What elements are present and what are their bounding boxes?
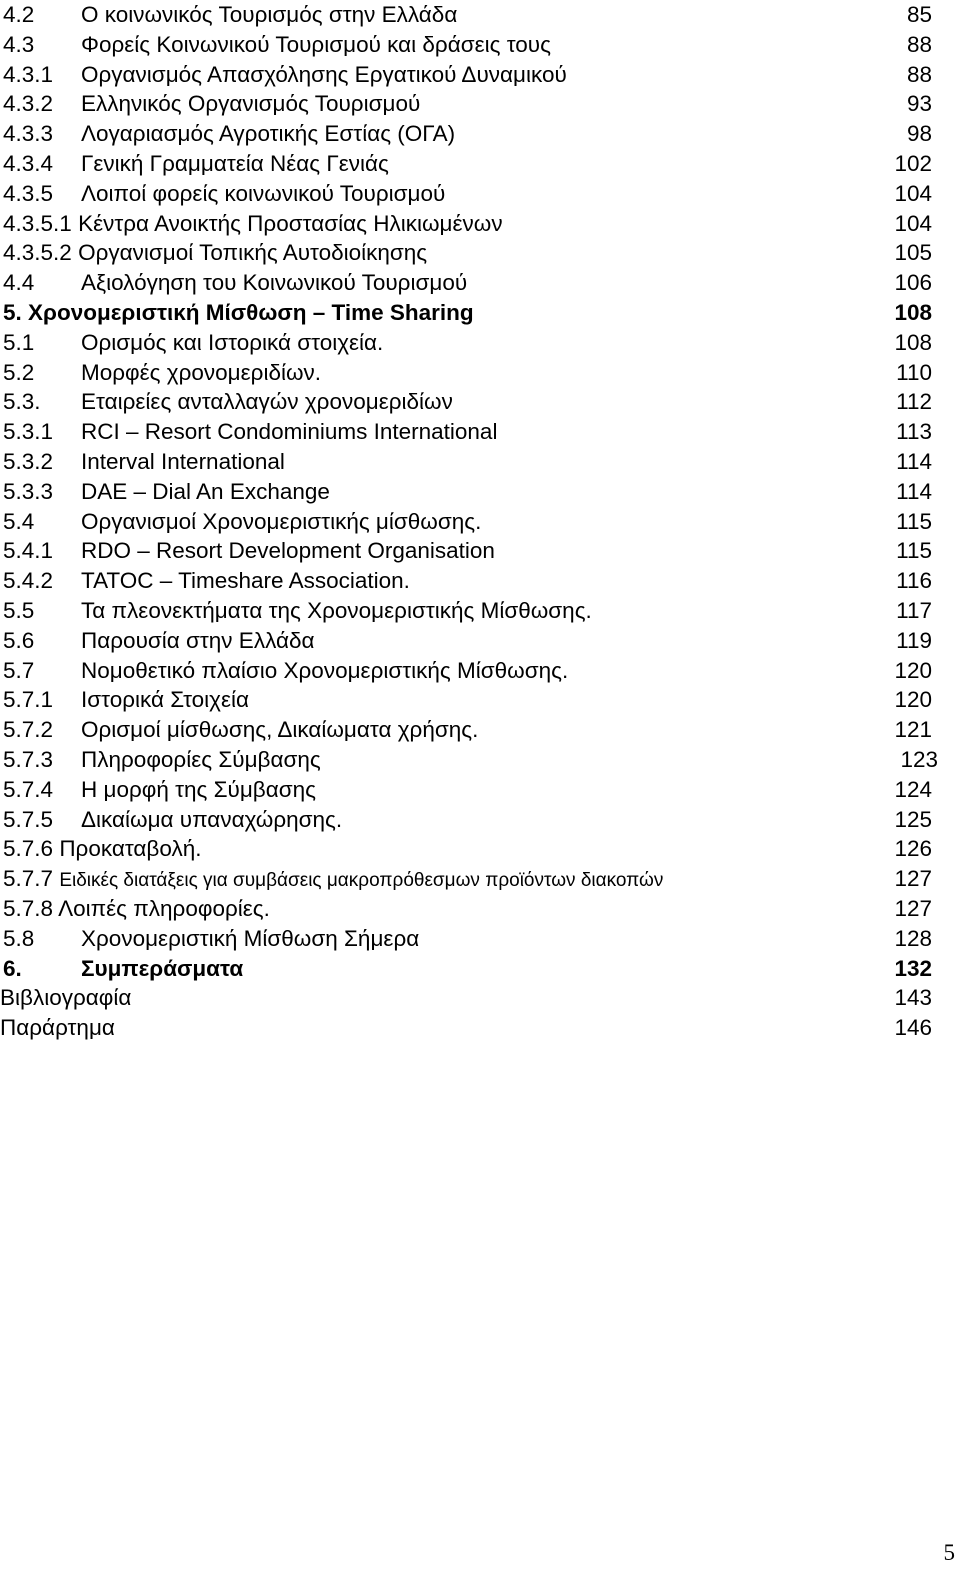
toc-entry-page: 98 [906, 121, 932, 147]
toc-entry-number: 5.4 [3, 508, 35, 534]
toc-entry-number: 4.3.3 [3, 121, 54, 147]
toc-entry [0, 626, 960, 656]
toc-entry-title: Λοιποί φορείς κοινωνικού Τουρισμού [81, 180, 446, 206]
toc-entry-page: 119 [896, 627, 932, 653]
toc-entry-title: Κέντρα Ανοικτής Προστασίας Ηλικιωμένων [78, 210, 503, 236]
toc-entry-page: 113 [896, 419, 932, 445]
page-number: 5 [943, 1540, 955, 1565]
toc-entry-page: 115 [896, 508, 932, 534]
toc-entry-title: Συμπεράσματα [81, 955, 244, 981]
toc-entry [0, 715, 960, 745]
toc-entry [0, 209, 960, 239]
toc-entry-page: 88 [906, 31, 932, 57]
toc-entry [0, 745, 960, 775]
toc-entry [0, 924, 960, 954]
toc-entry-number: 4.3.1 [3, 61, 54, 87]
toc-entry-title: Οργανισμοί Χρονομεριστικής μίσθωσης. [81, 508, 482, 534]
toc-entry-page: 115 [896, 538, 932, 564]
toc-entry-title: Ορισμοί μίσθωσης, Δικαίωματα χρήσης. [81, 717, 479, 743]
toc-entry-number: 5.7.2 [3, 717, 54, 743]
toc-entry [0, 834, 960, 864]
toc-entry-title: Ο κοινωνικός Τουρισμός στην Ελλάδα [81, 2, 458, 27]
toc-entry-number: 5.8 [3, 925, 35, 951]
toc-entry-number: 5. [3, 299, 22, 325]
toc-entry-page: 88 [906, 61, 932, 87]
toc-entry-title: Εταιρείες ανταλλαγών χρονομεριδίων [81, 389, 453, 415]
toc-entry-page: 106 [894, 270, 932, 296]
toc-chapter-entry [0, 954, 960, 984]
toc-entry-title: Ιστορικά Στοιχεία [81, 687, 250, 713]
toc-entry-number: 5.7.8 [3, 895, 54, 921]
toc-entry-page: 132 [894, 955, 932, 981]
toc-entry [0, 566, 960, 596]
toc-entry-title: Παράρτημα [0, 1015, 115, 1041]
toc-entry-title: Δικαίωμα υπαναχώρησης. [81, 806, 343, 832]
toc-entry-page: 124 [894, 776, 932, 802]
toc-entry-page: 120 [894, 657, 932, 683]
toc-entry-page: 143 [894, 985, 932, 1011]
toc-entry-title: Τα πλεονεκτήματα της Χρονομεριστικής Μίσθωσης. [81, 597, 592, 623]
toc-entry-number: 5.7.4 [3, 776, 54, 802]
toc-entry-title: Νομοθετικό πλαίσιο Χρονομεριστικής Μίσθωσης. [81, 657, 569, 683]
toc-entry-page: 114 [896, 448, 932, 474]
toc-entry-page: 121 [894, 717, 932, 743]
toc-chapter-entry [0, 298, 960, 328]
toc-entry [0, 119, 960, 149]
toc-entry [0, 358, 960, 388]
toc-entry-title: Οργανισμοί Τοπικής Αυτοδιοίκησης [78, 240, 428, 266]
toc-entry-title: Χρονομεριστική Μίσθωση Σήμερα [81, 925, 420, 951]
toc-entry-title: Χρονομεριστική Μίσθωση – Time Sharing [28, 299, 474, 325]
toc-entry-title: Βιβλιογραφία [0, 985, 132, 1011]
toc-entry-title: Προκαταβολή. [59, 836, 202, 862]
toc-entry-number: 4.3 [3, 31, 35, 57]
toc-entry [0, 536, 960, 566]
toc-entry-title: Η μορφή της Σύμβασης [81, 776, 316, 802]
toc-entry-title: Ορισμός και Ιστορικά στοιχεία. [81, 329, 384, 355]
toc-entry [0, 89, 960, 119]
toc-entry-number: 5.5 [3, 597, 35, 623]
toc-entry-number: 5.3. [3, 389, 41, 415]
toc-entry-number: 6. [3, 955, 22, 981]
toc-entry-number: 5.4.2 [3, 568, 54, 594]
toc-entry-title: Αξιολόγηση του Κοινωνικού Τουρισμού [81, 270, 468, 296]
toc-entry-page: 127 [894, 895, 932, 921]
toc-entry [0, 596, 960, 626]
toc-entry-page: 112 [896, 389, 932, 415]
toc-entry-number: 4.3.5.1 [3, 210, 72, 236]
toc-entry-title: Οργανισμός Απασχόλησης Εργατικού Δυναμικού [81, 61, 567, 87]
toc-entry [0, 0, 960, 30]
toc-entry-page: 117 [896, 597, 932, 623]
toc-entry-title: Interval International [81, 448, 285, 474]
toc-entry-page: 102 [894, 150, 932, 176]
toc-entry [0, 179, 960, 209]
toc-entry [0, 775, 960, 805]
toc-entry-number: 5.2 [3, 359, 35, 385]
toc-entry [0, 328, 960, 358]
toc-entry-title: Λογαριασμός Αγροτικής Εστίας (ΟΓΑ) [81, 121, 456, 147]
toc-entry-page: 105 [894, 240, 932, 266]
toc-entry-number: 5.7.7 [3, 866, 54, 892]
toc-entry [0, 805, 960, 835]
toc-entry-number: 5.7.6 [3, 836, 54, 862]
toc-entry-page: 126 [894, 836, 932, 862]
toc-entry-page: 116 [896, 568, 932, 594]
toc-entry-title: Παρουσία στην Ελλάδα [81, 627, 315, 653]
toc-entry-number: 5.7.1 [3, 687, 54, 713]
toc-entry-page: 85 [906, 2, 932, 27]
toc-entry [0, 983, 960, 1013]
toc-entry [0, 30, 960, 60]
toc-entry-number: 5.3.1 [3, 419, 54, 445]
toc-entry-page: 127 [894, 866, 932, 892]
toc-entry-page: 128 [894, 925, 932, 951]
toc-entry [0, 864, 960, 894]
toc-entry-page: 146 [894, 1015, 932, 1041]
toc-entry [0, 149, 960, 179]
toc-entry-page: 125 [894, 806, 932, 832]
toc-entry-number: 5.7.5 [3, 806, 54, 832]
toc-entry [0, 685, 960, 715]
toc-entry-page: 104 [894, 210, 932, 236]
toc-entry-page: 93 [906, 91, 932, 117]
toc-entry-number: 5.3.3 [3, 478, 54, 504]
toc-entry-number: 5.3.2 [3, 448, 54, 474]
toc-entry-number: 4.4 [3, 270, 35, 296]
toc-entry-number: 4.3.5 [3, 180, 54, 206]
toc-entry-title: Πληροφορίες Σύμβασης [81, 746, 321, 772]
toc-entry-title: Ελληνικός Οργανισμός Τουρισμού [81, 91, 421, 117]
toc-entry [0, 507, 960, 537]
toc-entry [0, 387, 960, 417]
toc-entry [0, 268, 960, 298]
toc-entry-page: 123 [900, 746, 938, 772]
toc-entry-page: 120 [894, 687, 932, 713]
toc-entry-title: Μορφές χρονομεριδίων. [81, 359, 322, 385]
toc-entry-page: 114 [896, 478, 932, 504]
toc-entry-number: 4.3.4 [3, 150, 54, 176]
toc-entry-title: DAE – Dial An Exchange [81, 478, 330, 504]
toc-entry-title: Λοιπές πληροφορίες. [58, 895, 270, 921]
toc-entry-title: RDO – Resort Development Organisation [81, 538, 495, 564]
toc-entry [0, 60, 960, 90]
toc-entry-number: 5.4.1 [3, 538, 54, 564]
toc-entry-title: RCI – Resort Condominiums International [81, 419, 498, 445]
toc-entry-number: 4.3.2 [3, 91, 54, 117]
toc-entry [0, 447, 960, 477]
toc-entry-number: 4.2 [3, 2, 35, 27]
toc-entry [0, 417, 960, 447]
toc-entry-number: 5.1 [3, 329, 35, 355]
toc-entry-number: 5.6 [3, 627, 35, 653]
toc-entry-number: 4.3.5.2 [3, 240, 72, 266]
toc-entry-page: 104 [894, 180, 932, 206]
toc-entry-title: Γενική Γραμματεία Νέας Γενιάς [81, 150, 389, 176]
toc-entry-page: 108 [894, 329, 932, 355]
toc-entry [0, 894, 960, 924]
toc-entry-page: 110 [896, 359, 932, 385]
toc-entry-title: TATOC – Timeshare Association. [81, 568, 410, 594]
toc-entry-number: 5.7.3 [3, 746, 54, 772]
toc-entry [0, 477, 960, 507]
toc-entry [0, 1013, 960, 1043]
toc-entry-title: Φορείς Κοινωνικού Τουρισμού και δράσεις τους [81, 31, 551, 57]
toc-entry-number: 5.7 [3, 657, 35, 683]
toc-entry [0, 238, 960, 268]
toc-entry-title: Ειδικές διατάξεις για συμβάσεις μακροπρόθεσμων προϊόντων διακοπών [59, 870, 664, 892]
toc-entry [0, 656, 960, 686]
toc-entry-page: 108 [894, 299, 932, 325]
